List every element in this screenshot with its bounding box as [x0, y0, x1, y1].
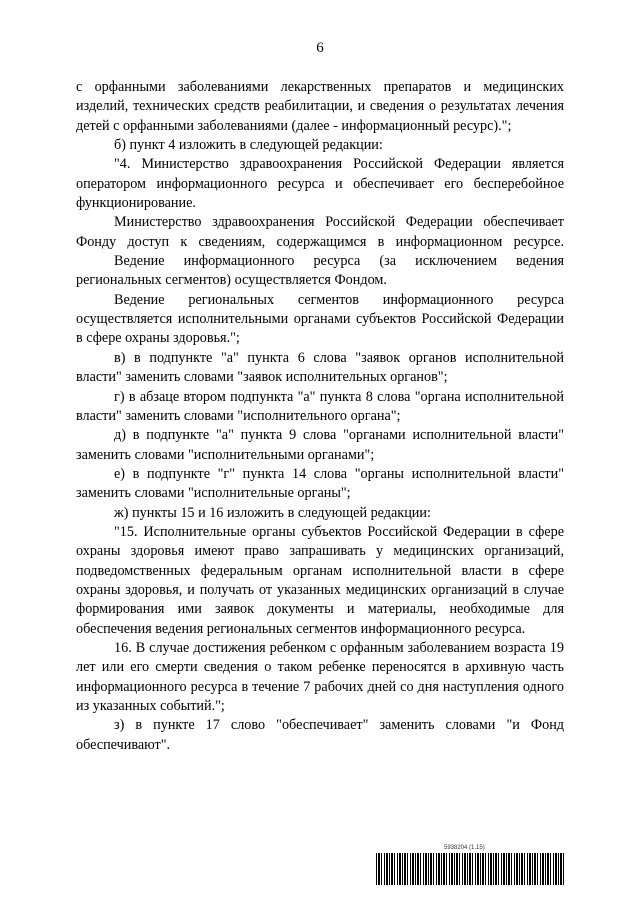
paragraph: е) в подпункте "г" пункта 14 слова "органы исполнительной власти" заменить словами "исполнительные органы"; — [76, 465, 564, 502]
paragraph: "4. Министерство здравоохранения Российской Федерации является оператором информационного ресурса и обеспечивает его бесперебойное функционирование. — [76, 156, 564, 212]
paragraph: в) в подпункте "а" пункта 6 слова "заявок органов исполнительной власти" заменить словами "заявок исполнительных органов"; — [76, 349, 564, 386]
paragraph: б) пункт 4 изложить в следующей редакции: — [114, 137, 383, 154]
barcode — [376, 853, 564, 885]
paragraph: з) в пункте 17 слово "обеспечивает" заменить словами "и Фонд обеспечивают". — [76, 717, 564, 753]
paragraph: г) в абзаце втором подпункта "а" пункта 8 слова "органа исполнительной власти" заменить словами "исполнительного органа"; — [76, 388, 564, 424]
document-body — [76, 78, 564, 755]
paragraph: Ведение информационного ресурса (за исключением ведения региональных сегментов) осуществляется Фондом. — [76, 253, 564, 289]
paragraph: д) в подпункте "а" пункта 9 слова "органами исполнительной власти" заменить словами "исполнительными органами"; — [76, 427, 564, 463]
page-number: 6 — [316, 40, 324, 56]
paragraph: с орфанными заболеваниями лекарственных препаратов и медицинских изделий, технических средств реабилитации, и сведения о результатах лечения детей с орфанными заболеваниями (далее - информационный ресурс)."; — [76, 79, 564, 134]
paragraph: ж) пункты 15 и 16 изложить в следующей редакции: — [114, 504, 431, 521]
paragraph: 16. В случае достижения ребенком с орфанным заболеванием возраста 19 лет или его смерти сведения о таком ребенке переносятся в архивную часть информационного ресурса в течение 7 рабочих дней со дня наступления одного из указанных событий."; — [76, 639, 564, 714]
document-code: 5938204 (1.15) — [444, 845, 485, 851]
paragraph: "15. Исполнительные органы субъектов Российской Федерации в сфере охраны здоровья имеют право запрашивать у медицинских организаций, подведомственных федеральным органам исполнительной власти в сфере охраны здоровья, и получать от указанных медицинских организаций в случае формирования ими заявок документы и материалы, необходимые для обеспечения ведения региональных сегментов информационного ресурса. — [76, 523, 564, 637]
paragraph: Министерство здравоохранения Российской Федерации обеспечивает Фонду доступ к сведениям, содержащимся в информационном ресурсе. — [76, 214, 564, 250]
paragraph: Ведение региональных сегментов информационного ресурса осуществляется исполнительными органами субъектов Российской Федерации в сфере охраны здоровья."; — [76, 291, 564, 347]
